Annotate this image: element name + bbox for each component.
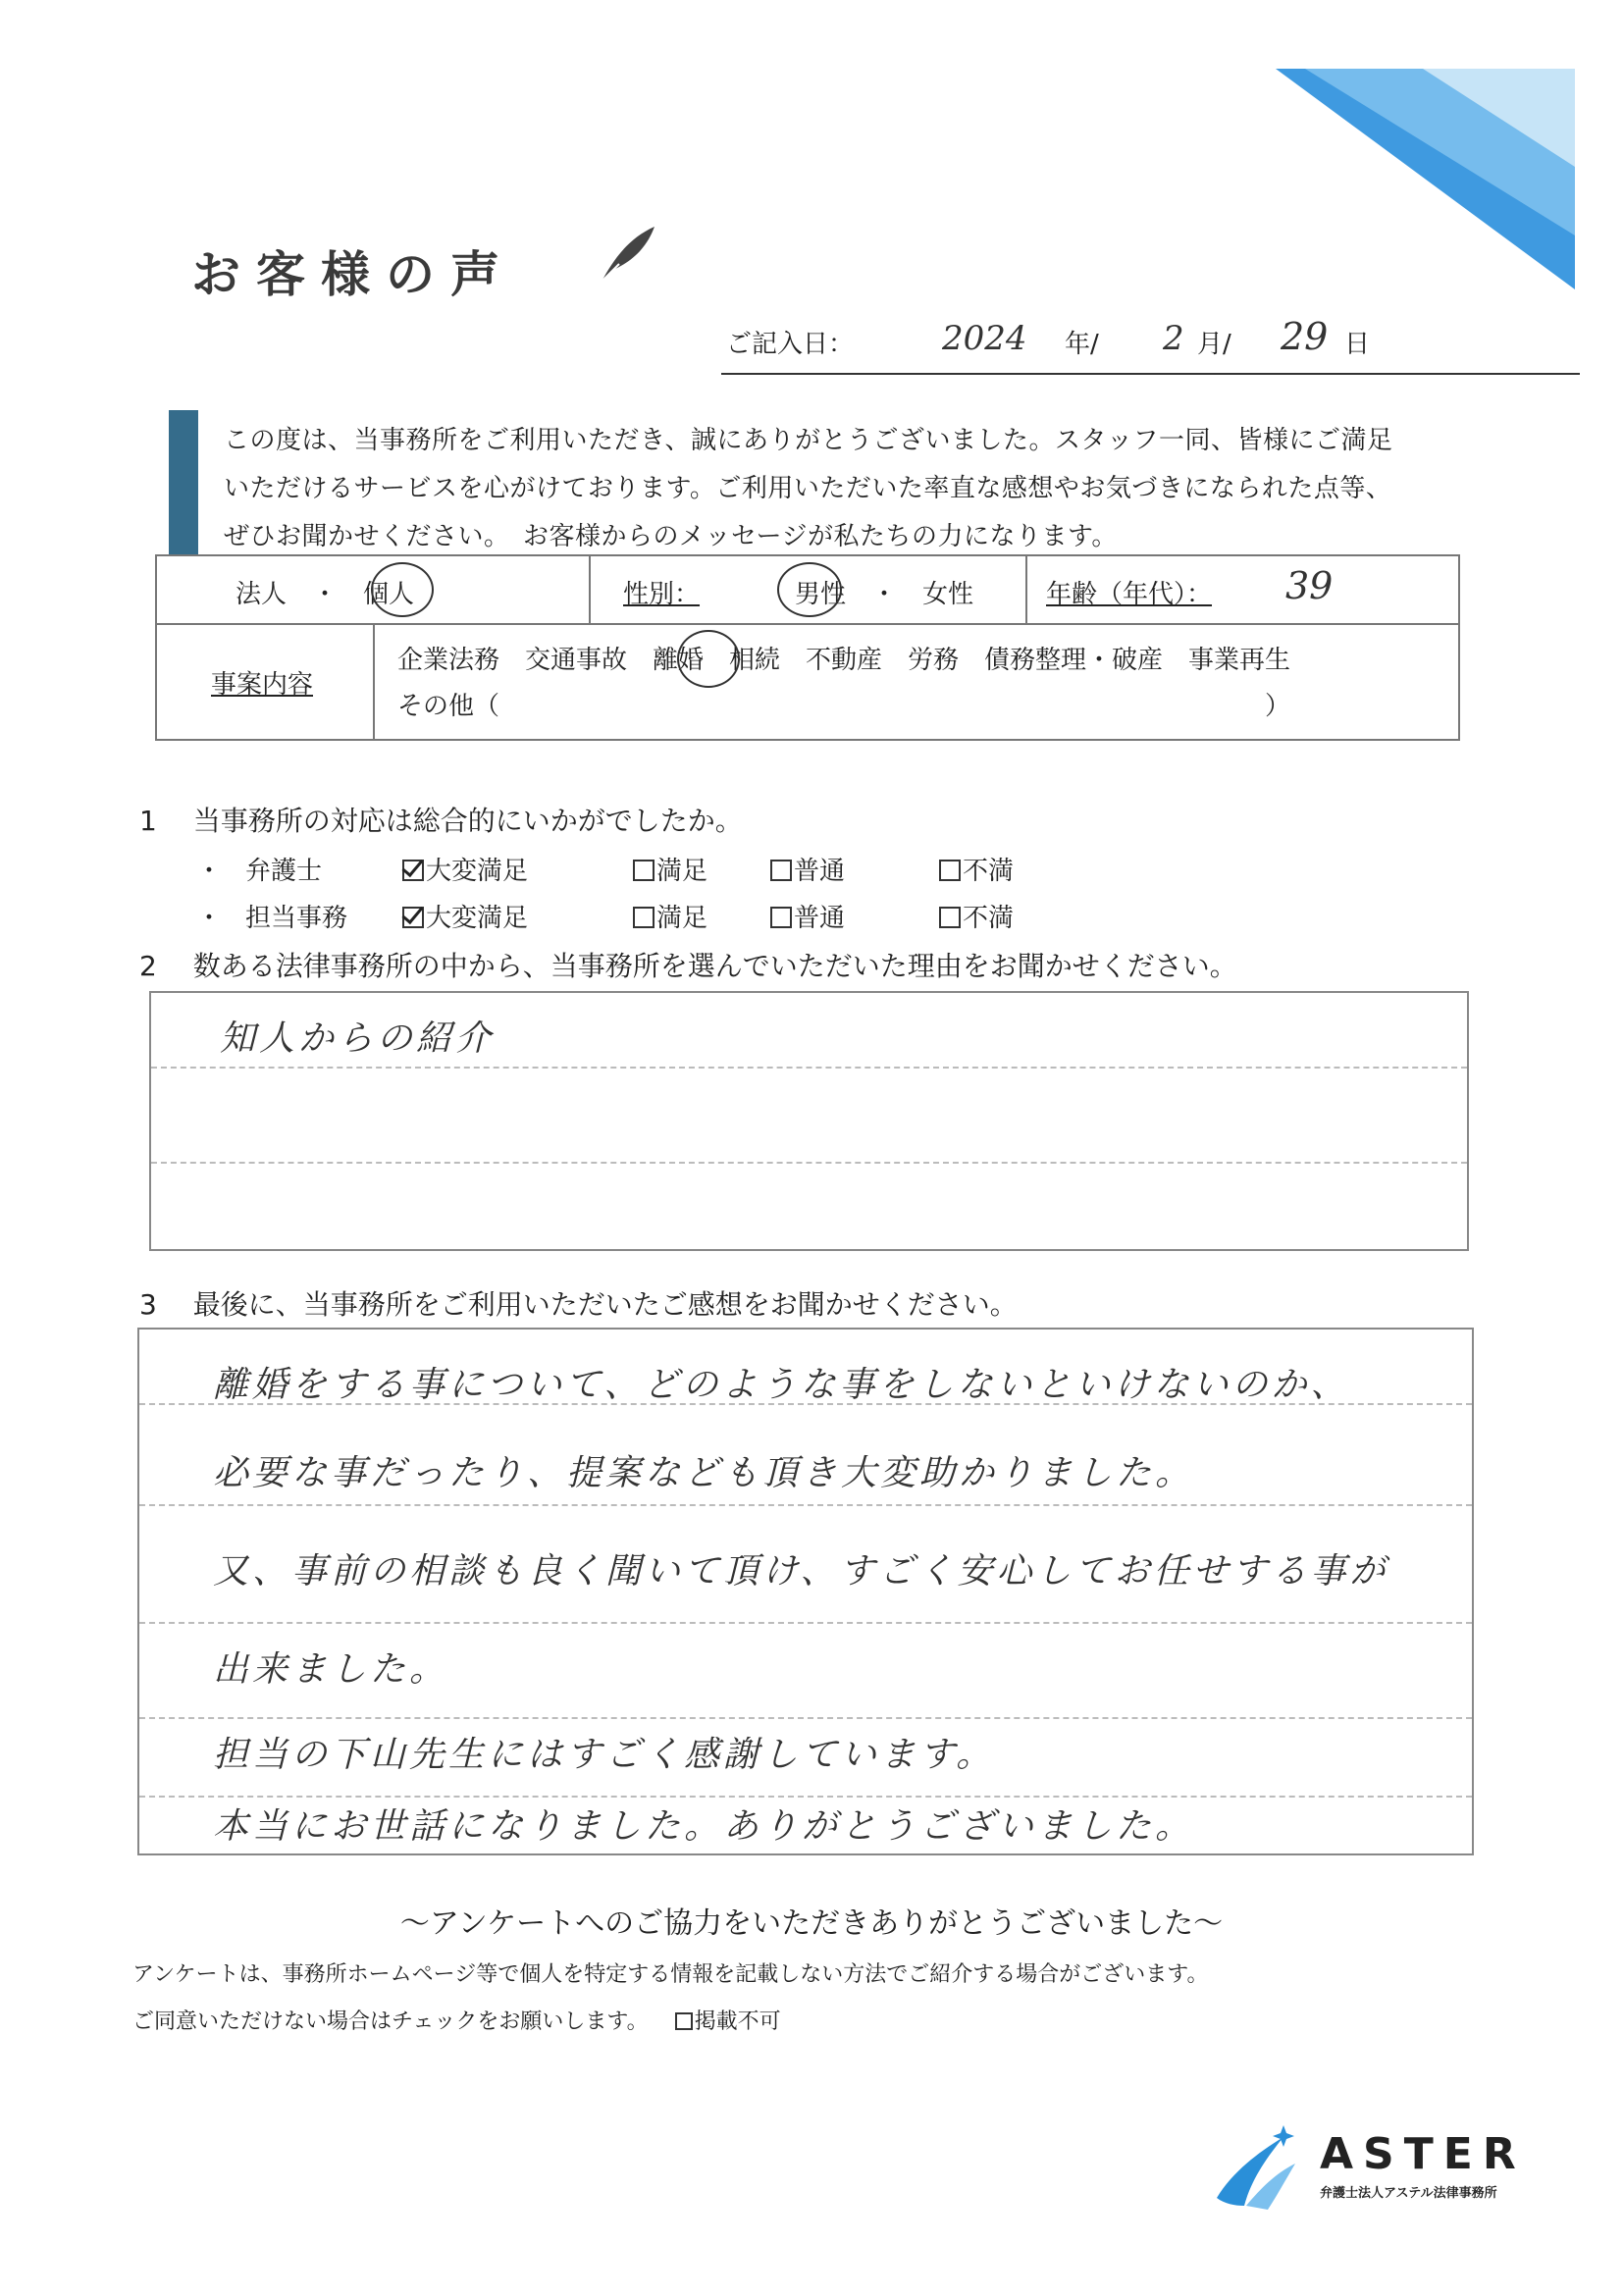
age-value: 39 (1285, 564, 1334, 607)
date-month: 2 (1163, 319, 1184, 358)
quill-icon (594, 221, 662, 289)
checkbox[interactable] (633, 907, 654, 928)
logo-name: ASTER (1320, 2129, 1526, 2179)
checkbox[interactable] (939, 860, 961, 881)
aster-logo-icon (1207, 2119, 1305, 2218)
client-type-circle (371, 562, 434, 617)
q1-row-lawyer (196, 851, 1015, 887)
q2-question: 2 数ある法律事務所の中から、当事務所を選んでいただいた理由をお聞かせください。 (139, 950, 1237, 982)
option-label: 大変満足 (426, 904, 529, 933)
date-row (721, 315, 1580, 375)
q3-answer-line-1: 離婚をする事について、どのような事をしないといけないのか、 (213, 1365, 1350, 1405)
checkbox[interactable] (939, 907, 961, 928)
bullet: ・ (196, 857, 223, 886)
info-table (155, 554, 1460, 741)
q1-row-label: 担当事務 (245, 904, 348, 933)
q3-answer-line-6: 本当にお世話になりました。ありがとうございました。 (213, 1806, 1195, 1847)
checkbox-checked[interactable] (402, 907, 424, 928)
q3-answer-line-5: 担当の下山先生にはすごく感謝しています。 (213, 1735, 996, 1775)
q1-question: 1 当事務所の対応は総合的にいかがでしたか。 (139, 805, 743, 837)
day-suffix: 日 (1344, 330, 1371, 359)
q3-question: 3 最後に、当事務所をご利用いただいたご感想をお聞かせください。 (139, 1288, 1018, 1321)
q3-answer-line-2: 必要な事だったり、提案なども頂き大変助かりました。 (213, 1453, 1195, 1493)
case-label: 事案内容 (211, 670, 314, 700)
bullet: ・ (196, 904, 223, 933)
checkbox-checked[interactable] (402, 860, 424, 881)
option-label: 普通 (794, 857, 846, 886)
gender-circle (777, 562, 842, 617)
checkbox[interactable] (770, 860, 792, 881)
consent-text: ご同意いただけない場合はチェックをお願いします。 (132, 2009, 649, 2034)
checkbox[interactable] (633, 860, 654, 881)
q2-answer-box (149, 991, 1469, 1251)
q3-answer-box (137, 1328, 1474, 1855)
client-type: 法人 ・ 個人 (236, 580, 415, 609)
no-publish-checkbox[interactable] (675, 2012, 693, 2030)
option-label: 不満 (963, 857, 1015, 886)
intro-accent-bar (169, 410, 198, 555)
intro-line-2: いただけるサービスを心がけております。ご利用いただいた率直な感想やお気づきになられた点等、 (224, 474, 1392, 503)
option-label: 不満 (963, 904, 1015, 933)
case-other: その他（ ） (397, 692, 1291, 721)
month-suffix: 月/ (1197, 330, 1231, 359)
option-label: 普通 (794, 904, 846, 933)
case-options: 企業法務 交通事故 離婚 相続 不動産 労務 債務整理・破産 事業再生 (397, 646, 1291, 675)
q2-answer: 知人からの紹介 (220, 1018, 496, 1059)
corner-decoration (1178, 59, 1580, 289)
option-label: 満足 (656, 904, 708, 933)
intro-line-1: この度は、当事務所をご利用いただき、誠にありがとうございました。スタッフ一同、皆様にご満足 (224, 426, 1393, 455)
logo-subtitle: 弁護士法人アステル法律事務所 (1320, 2186, 1497, 2201)
date-day: 29 (1281, 315, 1329, 358)
intro-line-3: ぜひお聞かせください。 お客様からのメッセージが私たちの力になります。 (224, 522, 1118, 551)
option-label: 大変満足 (426, 857, 529, 886)
gender-options: 男性 ・ 女性 (795, 580, 974, 609)
year-suffix: 年/ (1065, 330, 1099, 359)
gender-label: 性別： (623, 580, 701, 609)
publication-note: アンケートは、事務所ホームページ等で個人を特定する情報を記載しない方法でご紹介する場合がございます。 (132, 1962, 1209, 1987)
thanks-message: ～アンケートへのご協力をいただきありがとうございました～ (399, 1906, 1224, 1941)
page-title: お客様の声 (191, 246, 515, 303)
case-circle (677, 630, 740, 688)
date-label: ご記入日： (726, 330, 855, 359)
consent-note (132, 2005, 781, 2035)
checkbox[interactable] (770, 907, 792, 928)
q1-row-staff (196, 898, 1015, 934)
date-year: 2024 (942, 319, 1027, 358)
option-label: 満足 (656, 857, 708, 886)
q3-answer-line-4: 出来ました。 (213, 1649, 449, 1690)
q1-row-label: 弁護士 (245, 857, 323, 886)
no-publish-label: 掲載不可 (694, 2009, 781, 2034)
q3-answer-line-3: 又、事前の相談も良く聞いて頂け、すごく安心してお任せする事が (213, 1551, 1389, 1592)
age-label: 年齢（年代）： (1046, 580, 1213, 609)
